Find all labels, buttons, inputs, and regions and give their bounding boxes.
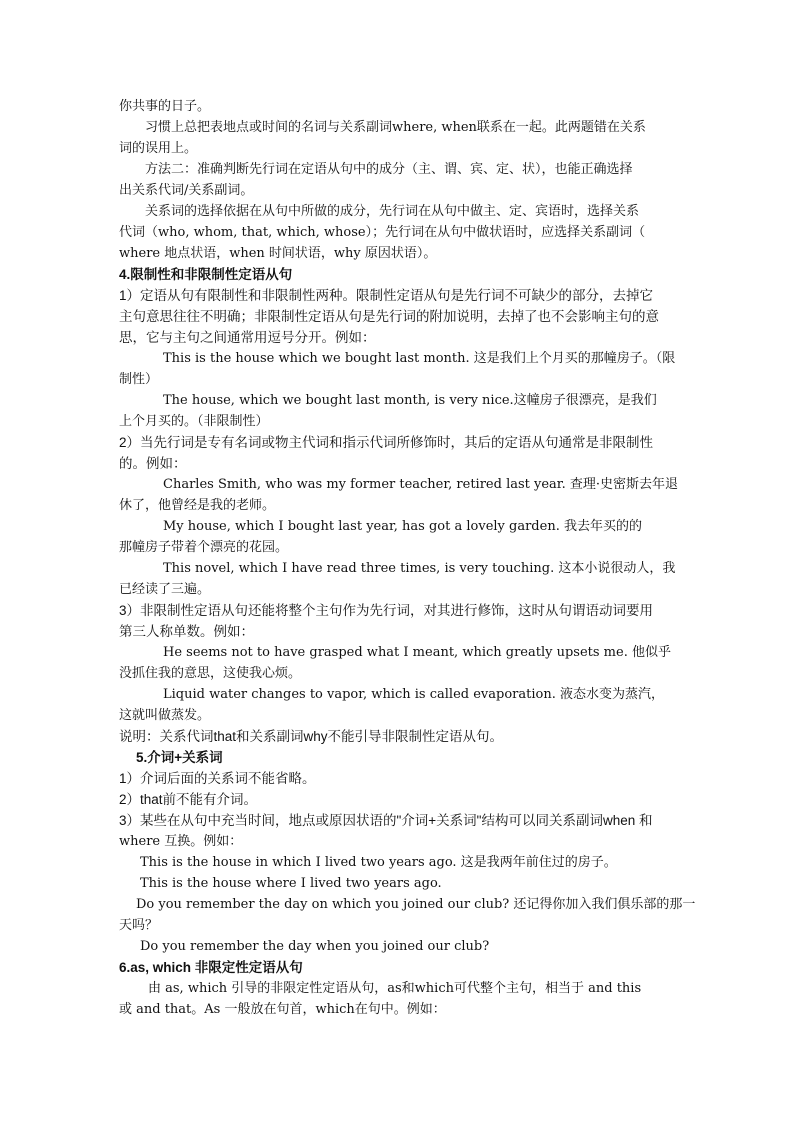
text-line: 那幢房子带着个漂亮的花园。 — [119, 540, 289, 555]
text-line: 3）非限制性定语从句还能将整个主句作为先行词，对其进行修饰，这时从句谓语动词要用 — [119, 603, 654, 618]
text-line: 方法二：准确判断先行词在定语从句中的成分（主、谓、宾、定、状），也能正确选择 — [145, 162, 633, 177]
example-line: Charles Smith, who was my former teacher, retired last year. 查理·史密斯去年退 — [163, 477, 678, 492]
section-heading: 4.限制性和非限制性定语从句 — [119, 267, 293, 282]
text-line: 2）当先行词是专有名词或物主代词和指示代词所修饰时，其后的定语从句通常是非限制性 — [119, 435, 654, 450]
example-line: Liquid water changes to vapor, which is called evaporation. 液态水变为蒸汽， — [163, 687, 664, 702]
text-line: 关系词的选择依据在从句中所做的成分，先行词在从句中做主、定、宾语时，选择关系 — [145, 204, 640, 219]
text-line: 天吗？ — [119, 918, 159, 933]
text-line: 习惯上总把表地点或时间的名词与关系副词where, when联系在一起。此两题错在关系 — [145, 120, 646, 135]
text-line: 由 as, which 引导的非限定性定语从句，as和which可代整个主句，相当于 and this — [148, 981, 642, 996]
text-line: 已经读了三遍。 — [119, 582, 211, 597]
section-heading: 5.介词+关系词 — [136, 750, 223, 765]
text-line: where 互换。例如： — [119, 834, 243, 849]
text-line: 第三人称单数。例如： — [119, 624, 254, 639]
text-line: 上个月买的。（非限制性） — [119, 414, 269, 429]
text-line: 出关系代词/关系副词。 — [119, 183, 254, 198]
example-line: This novel, which I have read three times, is very touching. 这本小说很动人，我 — [163, 561, 676, 576]
text-line: 主句意思往往不明确；非限制性定语从句是先行词的附加说明，去掉了也不会影响主句的意 — [119, 309, 659, 324]
text-line: 休了，他曾经是我的老师。 — [119, 498, 276, 513]
example-line: Do you remember the day on which you joined our club? 还记得你加入我们俱乐部的那一 — [136, 897, 696, 912]
text-line: 制性） — [119, 372, 159, 387]
text-line: 2）that前不能有介词。 — [119, 792, 258, 807]
text-line: 1）介词后面的关系词不能省略。 — [119, 771, 316, 786]
text-line: 词的误用上。 — [119, 141, 198, 156]
text-line: 代词（who, whom, that, which, whose）；先行词在从句中做状语时，应选择关系副词（ — [119, 225, 646, 240]
example-line: This is the house where I lived two years ago. — [140, 876, 442, 891]
text-line: 你共事的日子。 — [119, 99, 211, 114]
example-line: My house, which I bought last year, has got a lovely garden. 我去年买的的 — [163, 519, 642, 534]
note-line: 说明：关系代词that和关系副词why不能引导非限制性定语从句。 — [119, 729, 504, 744]
example-line: This is the house which we bought last month. 这是我们上个月买的那幢房子。（限 — [163, 351, 676, 366]
example-line: The house, which we bought last month, is very nice.这幢房子很漂亮，是我们 — [163, 393, 657, 408]
text-line: 1）定语从句有限制性和非限制性两种。限制性定语从句是先行词不可缺少的部分，去掉它 — [119, 288, 654, 303]
text-line: 3）某些在从句中充当时间，地点或原因状语的"介词+关系词"结构可以同关系副词when 和 — [119, 813, 653, 828]
example-line: This is the house in which I lived two years ago. 这是我两年前住过的房子。 — [140, 855, 617, 870]
text-line: where 地点状语，when 时间状语，why 原因状语）。 — [119, 246, 437, 261]
section-heading: 6.as, which 非限定性定语从句 — [119, 960, 303, 975]
example-line: Do you remember the day when you joined our club? — [140, 939, 490, 954]
text-line: 思，它与主句之间通常用逗号分开。例如： — [119, 330, 376, 345]
text-line: 这就叫做蒸发。 — [119, 708, 211, 723]
text-line: 的。例如： — [119, 456, 187, 471]
text-line: 或 and that。As 一般放在句首，which在句中。例如： — [119, 1002, 446, 1017]
example-line: He seems not to have grasped what I meant, which greatly upsets me. 他似乎 — [163, 645, 671, 660]
text-line: 没抓住我的意思，这使我心烦。 — [119, 666, 302, 681]
